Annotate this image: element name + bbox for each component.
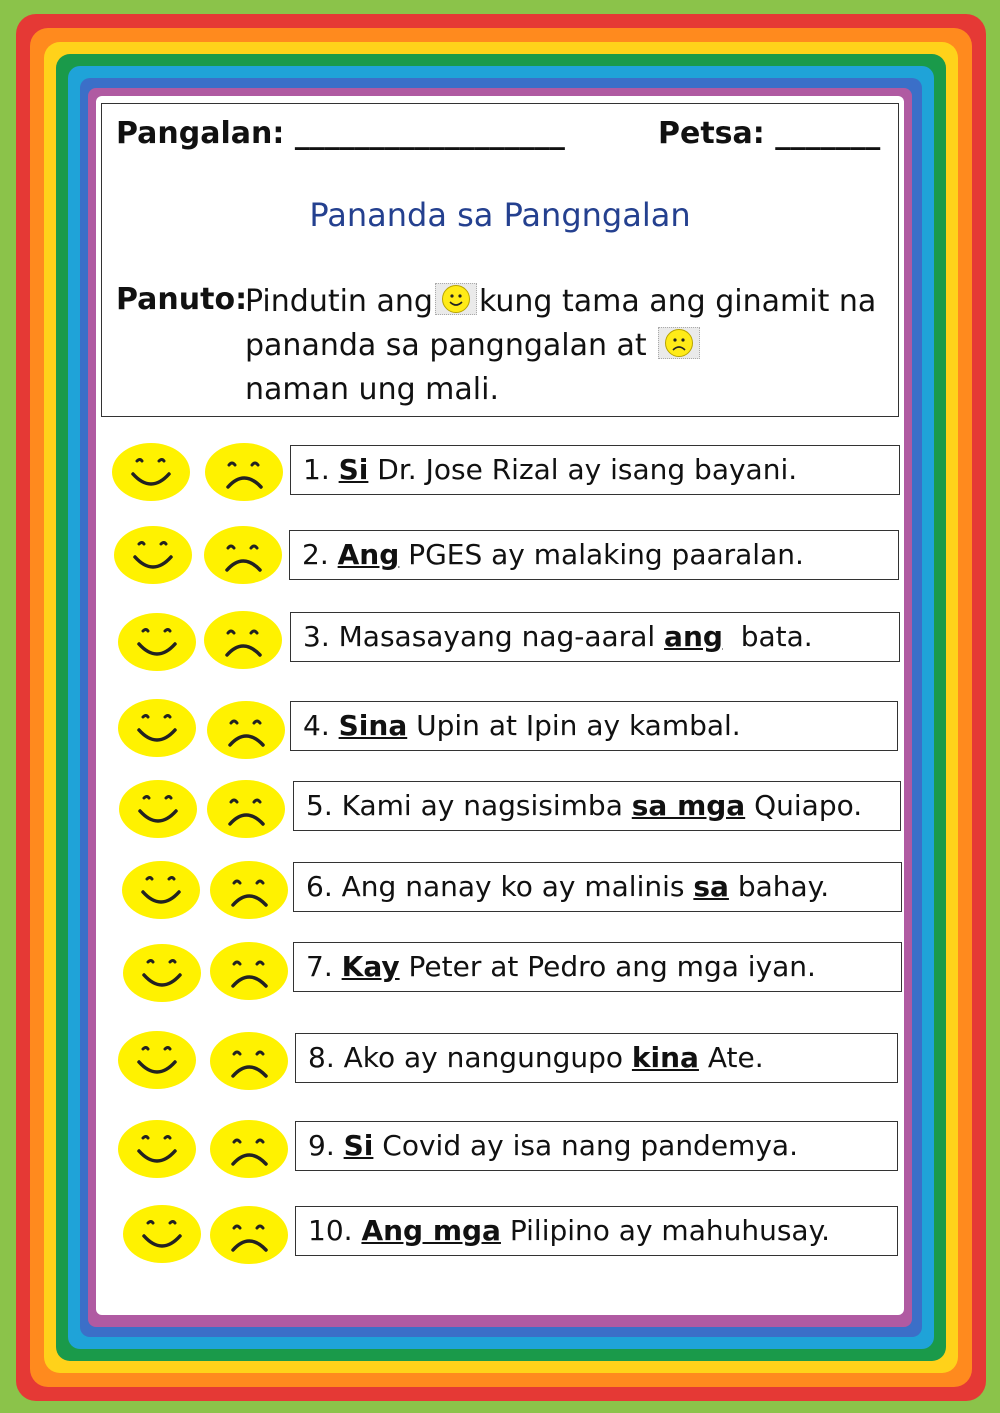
item-number: 8.	[308, 1041, 335, 1074]
name-label: Pangalan:	[116, 116, 285, 151]
sad-face-icon[interactable]	[210, 1032, 288, 1090]
sad-face-icon[interactable]	[210, 1206, 288, 1264]
sentence-box	[290, 612, 900, 662]
item-marker: Ang	[337, 538, 400, 571]
item-marker: Ang mga	[361, 1214, 501, 1247]
date-field	[658, 116, 880, 151]
instruction-text	[245, 280, 895, 412]
sad-face-icon[interactable]	[207, 701, 285, 759]
smiley-icon[interactable]	[122, 861, 200, 919]
item-text-after: bahay.	[737, 870, 830, 903]
instruction-label: Panuto:	[116, 282, 248, 317]
list-item	[0, 858, 1000, 918]
sad-face-icon[interactable]	[205, 443, 283, 501]
smiley-icon[interactable]	[114, 526, 192, 584]
item-text-after: Ate.	[707, 1041, 764, 1074]
list-item	[0, 610, 1000, 670]
item-marker: Si	[343, 1129, 374, 1162]
date-blank: _______	[775, 116, 881, 151]
sentence-box	[295, 1206, 898, 1256]
sad-face-icon[interactable]	[204, 526, 282, 584]
item-text-before: Masasayang nag-aaral	[338, 620, 656, 653]
item-marker: Kay	[341, 950, 400, 983]
list-item	[0, 778, 1000, 838]
item-text-before: Ako ay nangungupo	[343, 1041, 623, 1074]
item-marker: Si	[338, 453, 369, 486]
item-text-after: PGES ay malaking paaralan.	[408, 538, 804, 571]
list-item	[0, 1118, 1000, 1178]
smiley-icon[interactable]	[118, 1120, 196, 1178]
item-text-after: Pilipino ay mahuhusay.	[509, 1214, 831, 1247]
item-text-after: Peter at Pedro ang mga iyan.	[408, 950, 816, 983]
page-title: Pananda sa Pangngalan	[309, 196, 691, 234]
smiley-icon[interactable]	[118, 699, 196, 757]
sad-face-icon[interactable]	[210, 1120, 288, 1178]
item-number: 6.	[306, 870, 333, 903]
item-text-after: Quiapo.	[754, 789, 863, 822]
item-number: 5.	[306, 789, 333, 822]
item-text-after: Covid ay isa nang pandemya.	[382, 1129, 798, 1162]
smiley-icon[interactable]	[112, 443, 190, 501]
list-item	[0, 1030, 1000, 1090]
name-blank: __________________	[294, 116, 565, 151]
item-text-before: Ang nanay ko ay malinis	[341, 870, 685, 903]
item-text-before: Kami ay nagsisimba	[341, 789, 623, 822]
header-box	[101, 103, 899, 417]
sentence-box	[293, 942, 902, 992]
instruction-part-1: Pindutin ang	[245, 284, 433, 319]
sentence-box	[295, 1033, 898, 1083]
smiley-icon[interactable]	[119, 780, 197, 838]
sentence-box	[293, 781, 901, 831]
smiley-icon[interactable]	[118, 1031, 196, 1089]
item-number: 4.	[303, 709, 330, 742]
item-number: 1.	[303, 453, 330, 486]
sad-face-icon	[658, 327, 700, 359]
item-text-after: Dr. Jose Rizal ay isang bayani.	[377, 453, 798, 486]
list-item	[0, 526, 1000, 586]
item-number: 9.	[308, 1129, 335, 1162]
item-number: 2.	[302, 538, 329, 571]
instruction-part-3: naman ung mali.	[245, 372, 499, 407]
sentence-box	[295, 1121, 898, 1171]
sad-face-icon[interactable]	[204, 611, 282, 669]
date-label: Petsa:	[658, 116, 765, 151]
item-number: 7.	[306, 950, 333, 983]
instruction-part-2: kung tama ang ginamit na pananda sa pangngalan at	[245, 284, 877, 363]
sentence-box	[289, 530, 899, 580]
list-item	[0, 940, 1000, 1000]
smiley-icon[interactable]	[123, 944, 201, 1002]
item-marker: sa mga	[631, 789, 746, 822]
sentence-box	[290, 445, 900, 495]
name-field	[116, 116, 565, 151]
sentence-box	[293, 862, 902, 912]
item-text-after: bata.	[740, 620, 813, 653]
item-marker: ang	[664, 620, 723, 653]
item-marker: Sina	[338, 709, 408, 742]
smiley-icon[interactable]	[123, 1205, 201, 1263]
item-text-after: Upin at Ipin ay kambal.	[416, 709, 741, 742]
sad-face-icon[interactable]	[210, 861, 288, 919]
smiley-icon[interactable]	[118, 613, 196, 671]
item-number: 10.	[308, 1214, 353, 1247]
sad-face-icon[interactable]	[210, 942, 288, 1000]
item-marker: sa	[693, 870, 729, 903]
list-item	[0, 1203, 1000, 1263]
list-item	[0, 442, 1000, 502]
smiley-icon	[435, 283, 477, 315]
sad-face-icon[interactable]	[207, 780, 285, 838]
sentence-box	[290, 701, 898, 751]
item-marker: kina	[631, 1041, 699, 1074]
list-item	[0, 697, 1000, 757]
item-number: 3.	[303, 620, 330, 653]
